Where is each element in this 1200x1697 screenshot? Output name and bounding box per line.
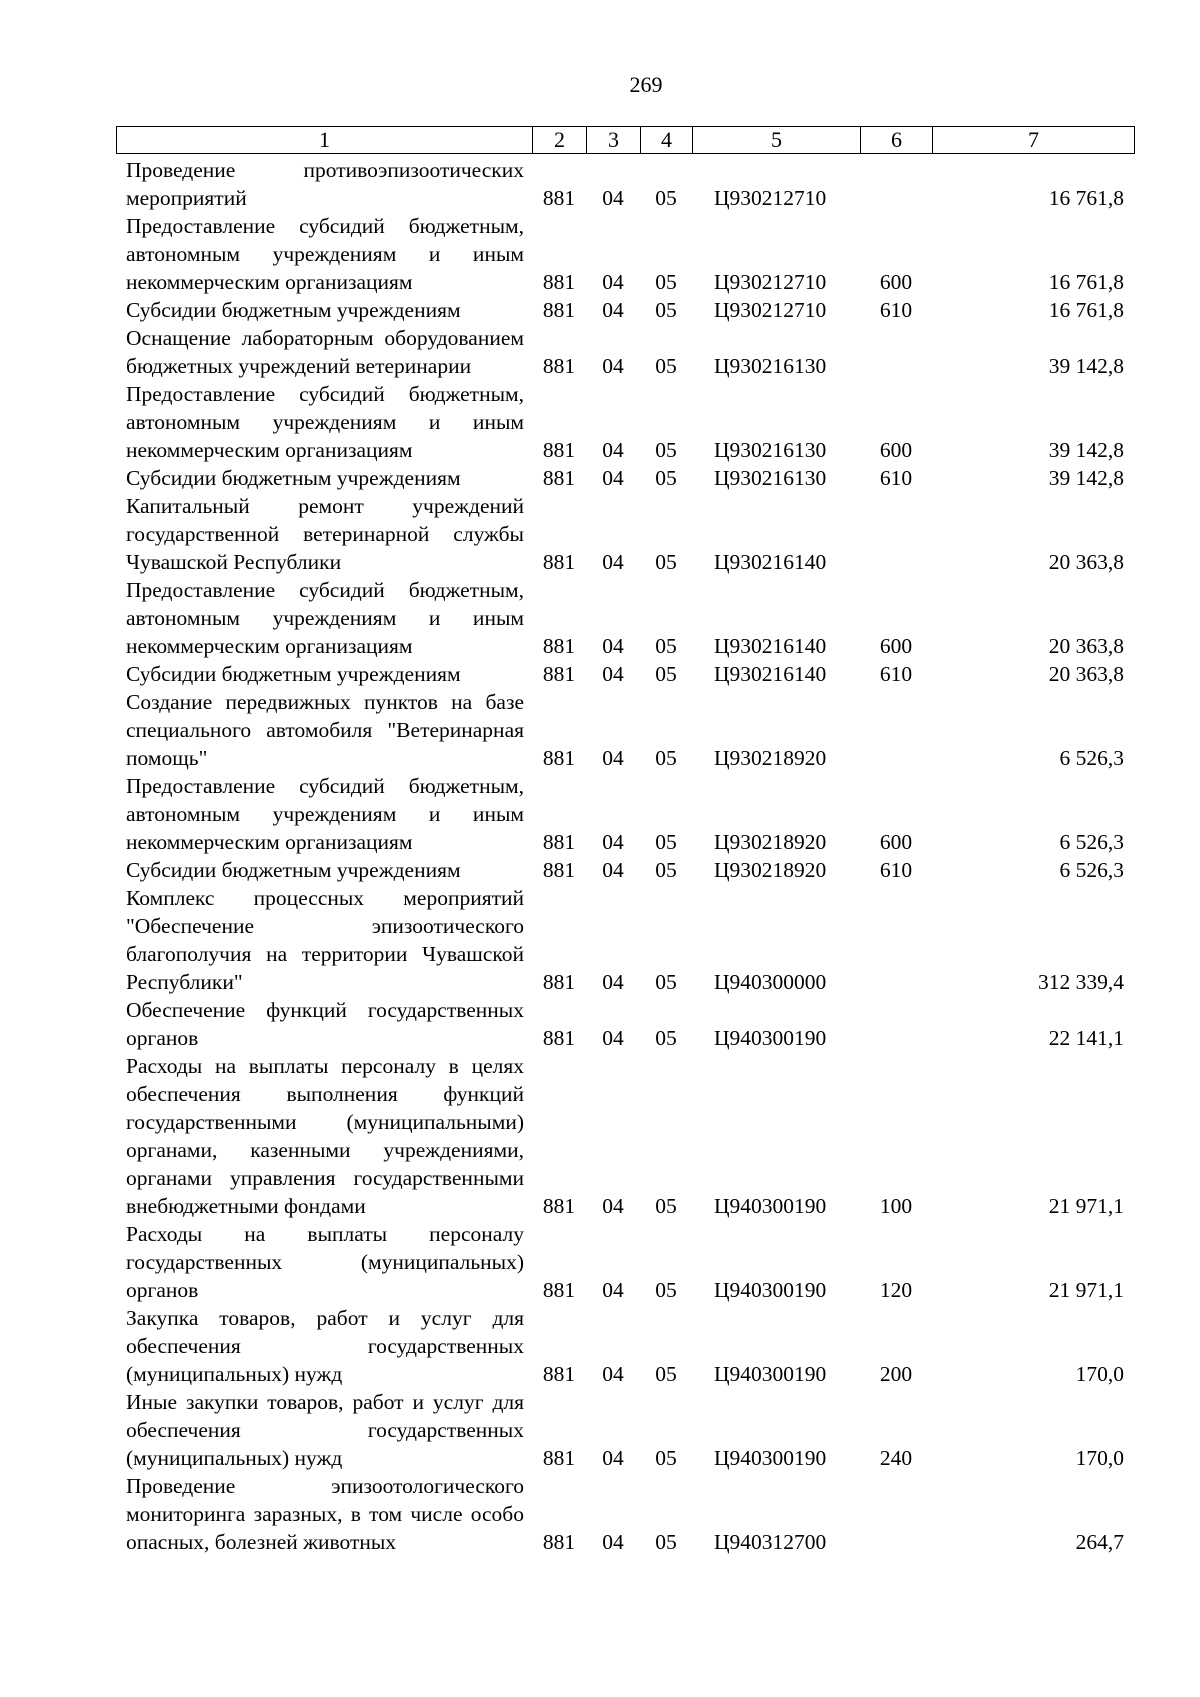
cell-admin-code: 881 xyxy=(542,858,576,882)
cell-admin-code: 881 xyxy=(542,466,576,490)
cell-item-name: Обеспечение функций государственных органов xyxy=(126,998,524,1050)
cell-target-article: Ц930212710 xyxy=(714,298,827,322)
table-row xyxy=(116,772,1134,856)
cell-amount: 264,7 xyxy=(1075,1530,1124,1554)
cell-amount: 20 363,8 xyxy=(1048,634,1124,658)
cell-subsection-code: 05 xyxy=(655,438,677,462)
cell-admin-code: 881 xyxy=(542,830,576,854)
cell-subsection-code: 05 xyxy=(655,186,677,210)
cell-section-code: 04 xyxy=(602,1026,624,1050)
table-row xyxy=(116,1052,1134,1220)
cell-admin-code: 881 xyxy=(542,270,576,294)
cell-expense-type xyxy=(860,324,932,380)
cell-item-name: Предоставление субсидий бюджетным, автономным учреждениям и иным некоммерческим организациям xyxy=(126,578,524,658)
cell-admin-code: 881 xyxy=(542,1446,576,1470)
cell-target-article: Ц940312700 xyxy=(714,1530,827,1554)
cell-target-article: Ц930216130 xyxy=(714,438,827,462)
cell-subsection-code: 05 xyxy=(655,662,677,686)
page-number: 269 xyxy=(629,72,663,97)
cell-target-article: Ц930216140 xyxy=(714,550,827,574)
cell-amount: 20 363,8 xyxy=(1048,662,1124,686)
cell-item-name: Проведение противоэпизоотических мероприятий xyxy=(126,158,524,210)
cell-target-article: Ц930216140 xyxy=(714,634,827,658)
cell-amount: 16 761,8 xyxy=(1048,270,1124,294)
header-col-7: 7 xyxy=(933,127,1135,154)
header-col-3: 3 xyxy=(587,127,641,154)
cell-target-article: Ц940300190 xyxy=(714,1278,827,1302)
table-row xyxy=(116,688,1134,772)
cell-section-code: 04 xyxy=(602,354,624,378)
cell-expense-type: 200 xyxy=(879,1362,913,1386)
table-row xyxy=(116,1388,1134,1472)
cell-target-article: Ц930216130 xyxy=(714,466,827,490)
cell-target-article: Ц940300190 xyxy=(714,1026,827,1050)
cell-section-code: 04 xyxy=(602,186,624,210)
table-row xyxy=(116,576,1134,660)
table-row xyxy=(116,856,1134,884)
cell-section-code: 04 xyxy=(602,858,624,882)
header-col-5: 5 xyxy=(693,127,861,154)
cell-amount: 312 339,4 xyxy=(1038,970,1124,994)
cell-admin-code: 881 xyxy=(542,298,576,322)
cell-section-code: 04 xyxy=(602,438,624,462)
table-row xyxy=(116,212,1134,296)
cell-expense-type: 610 xyxy=(879,466,913,490)
table-row xyxy=(116,1220,1134,1304)
cell-section-code: 04 xyxy=(602,634,624,658)
table-row xyxy=(116,1472,1134,1556)
cell-amount: 20 363,8 xyxy=(1048,550,1124,574)
cell-amount: 21 971,1 xyxy=(1048,1194,1124,1218)
cell-section-code: 04 xyxy=(602,466,624,490)
cell-item-name: Иные закупки товаров, работ и услуг для обеспечения государственных (муниципальных) нужд xyxy=(126,1390,524,1470)
cell-admin-code: 881 xyxy=(542,1362,576,1386)
cell-target-article: Ц930218920 xyxy=(714,830,827,854)
cell-subsection-code: 05 xyxy=(655,550,677,574)
cell-target-article: Ц940300190 xyxy=(714,1194,827,1218)
cell-item-name: Капитальный ремонт учреждений государственной ветеринарной службы Чувашской Республики xyxy=(126,494,524,574)
cell-section-code: 04 xyxy=(602,746,624,770)
header-col-4: 4 xyxy=(641,127,693,154)
header-col-6: 6 xyxy=(861,127,933,154)
cell-amount: 16 761,8 xyxy=(1048,298,1124,322)
cell-section-code: 04 xyxy=(602,550,624,574)
cell-expense-type: 240 xyxy=(879,1446,913,1470)
cell-expense-type xyxy=(860,1472,932,1556)
cell-subsection-code: 05 xyxy=(655,354,677,378)
cell-section-code: 04 xyxy=(602,1530,624,1554)
cell-admin-code: 881 xyxy=(542,634,576,658)
cell-section-code: 04 xyxy=(602,1446,624,1470)
table-row xyxy=(116,1304,1134,1388)
cell-amount: 16 761,8 xyxy=(1048,186,1124,210)
cell-admin-code: 881 xyxy=(542,746,576,770)
cell-subsection-code: 05 xyxy=(655,466,677,490)
cell-admin-code: 881 xyxy=(542,186,576,210)
cell-expense-type: 610 xyxy=(879,662,913,686)
table-row xyxy=(116,492,1134,576)
cell-expense-type xyxy=(860,688,932,772)
table-header xyxy=(116,126,1135,154)
cell-expense-type xyxy=(860,884,932,996)
cell-target-article: Ц930218920 xyxy=(714,858,827,882)
cell-subsection-code: 05 xyxy=(655,1446,677,1470)
cell-subsection-code: 05 xyxy=(655,1278,677,1302)
cell-amount: 6 526,3 xyxy=(1059,746,1124,770)
cell-expense-type: 120 xyxy=(879,1278,913,1302)
table-row xyxy=(116,464,1134,492)
cell-expense-type: 600 xyxy=(879,830,913,854)
cell-amount: 39 142,8 xyxy=(1048,354,1124,378)
cell-section-code: 04 xyxy=(602,970,624,994)
table-row xyxy=(116,884,1134,996)
cell-item-name: Субсидии бюджетным учреждениям xyxy=(126,858,461,882)
table-row xyxy=(116,324,1134,380)
cell-item-name: Субсидии бюджетным учреждениям xyxy=(126,298,461,322)
cell-target-article: Ц940300190 xyxy=(714,1362,827,1386)
cell-item-name: Предоставление субсидий бюджетным, автономным учреждениям и иным некоммерческим организациям xyxy=(126,382,524,462)
cell-admin-code: 881 xyxy=(542,438,576,462)
cell-admin-code: 881 xyxy=(542,1530,576,1554)
cell-expense-type xyxy=(860,156,932,212)
cell-admin-code: 881 xyxy=(542,1278,576,1302)
cell-target-article: Ц930212710 xyxy=(714,270,827,294)
cell-item-name: Субсидии бюджетным учреждениям xyxy=(126,662,461,686)
cell-item-name: Расходы на выплаты персоналу государственных (муниципальных) органов xyxy=(126,1222,524,1302)
cell-expense-type: 610 xyxy=(879,858,913,882)
cell-admin-code: 881 xyxy=(542,354,576,378)
cell-item-name: Оснащение лабораторным оборудованием бюджетных учреждений ветеринарии xyxy=(126,326,524,378)
cell-item-name: Предоставление субсидий бюджетным, автономным учреждениям и иным некоммерческим организациям xyxy=(126,774,524,854)
cell-amount: 170,0 xyxy=(1075,1446,1124,1470)
cell-section-code: 04 xyxy=(602,830,624,854)
cell-subsection-code: 05 xyxy=(655,970,677,994)
cell-expense-type xyxy=(860,996,932,1052)
cell-admin-code: 881 xyxy=(542,1194,576,1218)
cell-target-article: Ц930212710 xyxy=(714,186,827,210)
cell-item-name: Закупка товаров, работ и услуг для обеспечения государственных (муниципальных) нужд xyxy=(126,1306,524,1386)
cell-item-name: Субсидии бюджетным учреждениям xyxy=(126,466,461,490)
cell-target-article: Ц940300190 xyxy=(714,1446,827,1470)
cell-expense-type: 610 xyxy=(879,298,913,322)
cell-section-code: 04 xyxy=(602,1194,624,1218)
cell-subsection-code: 05 xyxy=(655,1026,677,1050)
cell-item-name: Проведение эпизоотологического мониторинга заразных, в том числе особо опасных, болезней животных xyxy=(126,1474,524,1554)
cell-section-code: 04 xyxy=(602,298,624,322)
cell-amount: 6 526,3 xyxy=(1059,830,1124,854)
cell-subsection-code: 05 xyxy=(655,634,677,658)
cell-amount: 22 141,1 xyxy=(1048,1026,1124,1050)
cell-expense-type: 600 xyxy=(879,270,913,294)
table-row xyxy=(116,660,1134,688)
cell-amount: 170,0 xyxy=(1075,1362,1124,1386)
cell-target-article: Ц930216130 xyxy=(714,354,827,378)
table-row xyxy=(116,156,1134,212)
cell-item-name: Предоставление субсидий бюджетным, автономным учреждениям и иным некоммерческим организациям xyxy=(126,214,524,294)
header-row xyxy=(117,127,1135,154)
cell-amount: 21 971,1 xyxy=(1048,1278,1124,1302)
cell-admin-code: 881 xyxy=(542,1026,576,1050)
cell-item-name: Расходы на выплаты персоналу в целях обеспечения выполнения функций государственными (муниципальными) органами, казенными учреждениями, органами управления государственными внебюджетными фондами xyxy=(126,1054,524,1218)
cell-section-code: 04 xyxy=(602,1278,624,1302)
cell-subsection-code: 05 xyxy=(655,858,677,882)
cell-expense-type: 600 xyxy=(879,634,913,658)
cell-item-name: Комплекс процессных мероприятий "Обеспечение эпизоотического благополучия на территории Чувашской Республики" xyxy=(126,886,524,994)
header-col-1: 1 xyxy=(117,127,533,154)
cell-expense-type: 100 xyxy=(879,1194,913,1218)
cell-admin-code: 881 xyxy=(542,662,576,686)
cell-amount: 6 526,3 xyxy=(1059,858,1124,882)
cell-target-article: Ц930218920 xyxy=(714,746,827,770)
table-body xyxy=(116,156,1134,1556)
table-row xyxy=(116,380,1134,464)
header-col-2: 2 xyxy=(533,127,587,154)
cell-section-code: 04 xyxy=(602,662,624,686)
cell-item-name: Создание передвижных пунктов на базе специального автомобиля "Ветеринарная помощь" xyxy=(126,690,524,770)
cell-amount: 39 142,8 xyxy=(1048,438,1124,462)
cell-expense-type xyxy=(860,492,932,576)
cell-subsection-code: 05 xyxy=(655,1362,677,1386)
cell-amount: 39 142,8 xyxy=(1048,466,1124,490)
table-row xyxy=(116,296,1134,324)
cell-subsection-code: 05 xyxy=(655,1530,677,1554)
cell-admin-code: 881 xyxy=(542,550,576,574)
budget-table xyxy=(116,156,1134,1556)
cell-admin-code: 881 xyxy=(542,970,576,994)
cell-subsection-code: 05 xyxy=(655,298,677,322)
cell-section-code: 04 xyxy=(602,270,624,294)
cell-subsection-code: 05 xyxy=(655,830,677,854)
cell-expense-type: 600 xyxy=(879,438,913,462)
cell-target-article: Ц940300000 xyxy=(714,970,827,994)
cell-target-article: Ц930216140 xyxy=(714,662,827,686)
cell-subsection-code: 05 xyxy=(655,746,677,770)
table-row xyxy=(116,996,1134,1052)
cell-subsection-code: 05 xyxy=(655,1194,677,1218)
cell-section-code: 04 xyxy=(602,1362,624,1386)
cell-subsection-code: 05 xyxy=(655,270,677,294)
